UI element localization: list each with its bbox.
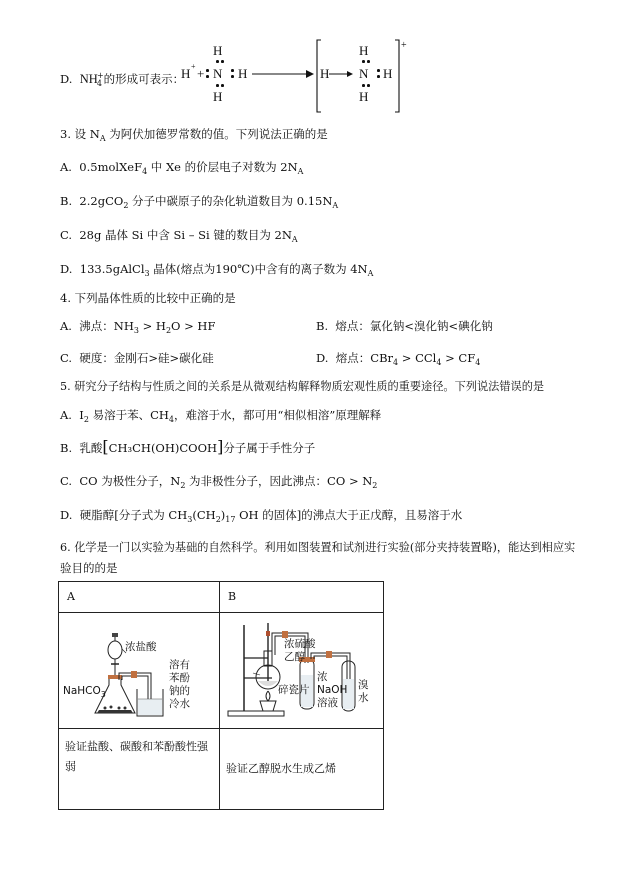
q4-option-d: D. 熔点：$CBr_4 > CCl_4 > CF_4$ — [316, 351, 481, 367]
table-header-a: A — [59, 582, 220, 613]
purpose-b: 验证乙醇脱水生成乙烯 — [220, 729, 384, 810]
q3-option-c: C. 28g 晶体 Si 中含 Si – Si 键的数目为 $2N_A$ — [60, 228, 298, 244]
q3-option-d: D. 133.5gAlCl$_3$ 晶体(熔点为190℃)中含有的离子数为 $4N_A$ — [60, 262, 374, 278]
purpose-a: 验证盐酸、碳酸和苯酚酸性强弱 — [59, 729, 220, 810]
q4-stem: 4. 下列晶体性质的比较中正确的是 — [60, 291, 236, 305]
option-d-nh4: D. $NH_4^+$的形成可表示： — [60, 71, 185, 88]
reaction-arrow — [252, 68, 314, 80]
q5-option-c: C. CO 为极性分子，$N_2$ 为非极性分子，因此沸点：CO > $N_2$ — [60, 474, 378, 490]
q5-option-b: B. 乳酸[CH₃CH(OH)COOH]分子属于手性分子 — [60, 437, 316, 456]
experiment-table — [58, 581, 384, 810]
q4-option-b: B. 熔点：氯化钠<溴化钠<碘化钠 — [316, 319, 493, 333]
apparatus-a-cell — [59, 613, 220, 729]
q5-option-a: A. $I_2$ 易溶于苯、$CH_4$，难溶于水，都可用“相似相溶”原理解释 — [60, 408, 382, 424]
q6-stem-line1: 6. 化学是一门以实验为基础的自然科学。利用如图装置和试剂进行实验(部分夹持装置略)，能达到相应实 — [60, 541, 576, 554]
label-bromine-water: 溴 水 — [358, 679, 369, 704]
nh4-lewis-structure: H N H H H — [320, 43, 393, 104]
label-nahco3: NaHCO$_3$ — [63, 685, 106, 699]
label-conc-hcl: 浓盐酸 — [125, 641, 157, 653]
apparatus-b-cell — [220, 613, 384, 729]
q3-option-a: A. 0.5molXeF$_4$ 中 Xe 的价层电子对数为 $2N_A$ — [60, 160, 304, 176]
label-phenolate-water: 溶有 苯酚 钠的 冷水 — [169, 659, 190, 710]
q4-option-a: A. 沸点：$NH_3 > H_2O$ > HF — [60, 319, 216, 335]
label-porcelain-chips: 碎瓷片 — [278, 684, 310, 696]
q3-stem: 3. 设 $N_A$ 为阿伏加德罗常数的值。下列说法正确的是 — [60, 127, 328, 143]
q4-option-c: C. 硬度：金刚石>硅>碳化硅 — [60, 351, 214, 365]
q5-stem: 5. 研究分子结构与性质之间的关系是从微观结构解释物质宏观性质的重要途径。下列说法错误的是 — [60, 380, 545, 393]
nh3-lewis-structure: H N H H — [210, 40, 280, 110]
label-h2so4-ethanol: 浓硫酸 乙醇 — [284, 638, 316, 663]
q5-option-d: D. 硬脂醇[分子式为 $CH_3(CH_2)_{17}$ OH 的固体]的沸点大于正戊醇，且易溶于水 — [60, 508, 463, 524]
q3-option-b: B. 2.2gCO$_2$ 分子中碳原子的杂化轨道数目为 $0.15N_A$ — [60, 194, 339, 210]
q6-stem-line2: 验目的的是 — [60, 561, 118, 575]
label-naoh-solution: 浓 NaOH 溶液 — [317, 671, 348, 709]
table-header-b: B — [220, 582, 384, 613]
apparatus-b-drawing — [220, 613, 392, 728]
